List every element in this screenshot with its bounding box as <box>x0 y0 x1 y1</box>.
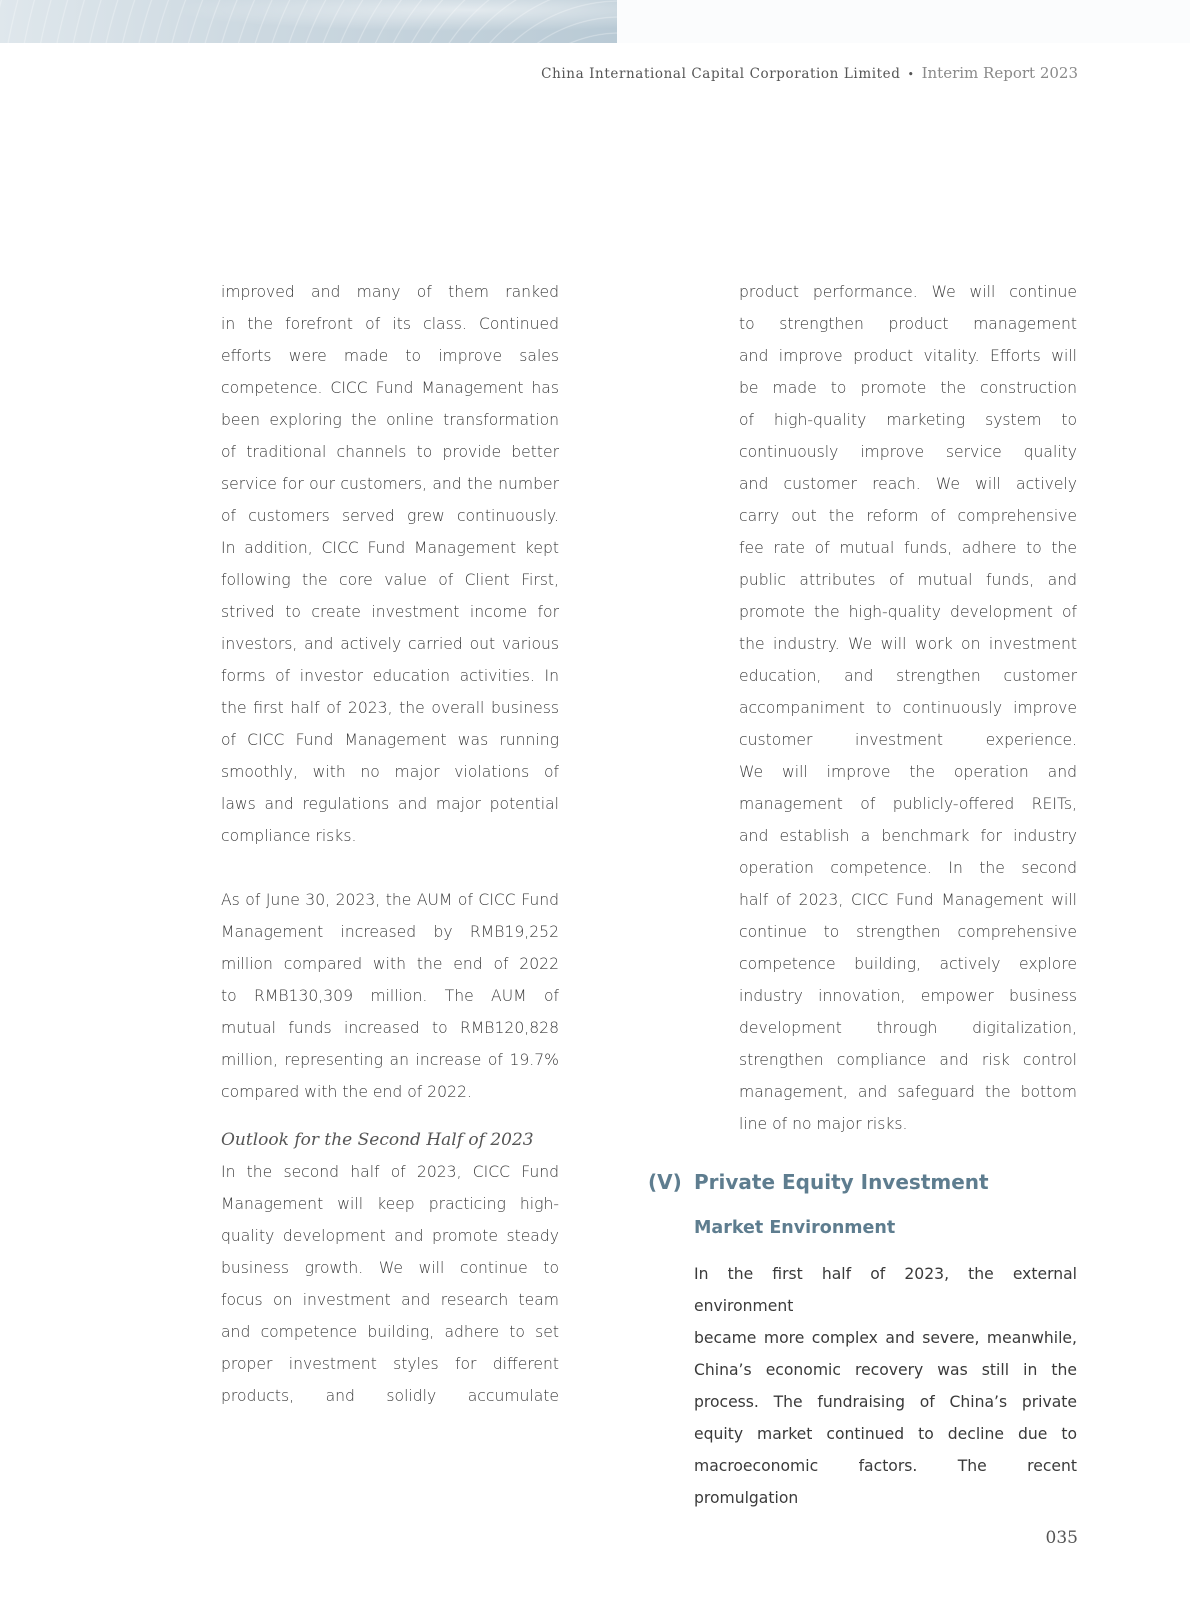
text-line: million, representing an increase of 19.7% <box>221 1051 559 1069</box>
section-number: (V) <box>648 1170 682 1194</box>
text-line: management, and safeguard the bottom <box>739 1083 1077 1101</box>
text-line: forms of investor education activities. In <box>221 667 559 685</box>
text-line: We will improve the operation and <box>739 763 1077 781</box>
running-header <box>541 64 1078 82</box>
text-line: process. The fundraising of China’s private <box>694 1393 1077 1411</box>
text-line: efforts were made to improve sales <box>221 347 559 365</box>
text-line: investors, and actively carried out various <box>221 635 559 653</box>
text-line: public attributes of mutual funds, and <box>739 571 1077 589</box>
text-line: and establish a benchmark for industry <box>739 827 1077 845</box>
text-line: became more complex and severe, meanwhile, <box>694 1329 1077 1347</box>
text-line: Management increased by RMB19,252 <box>221 923 559 941</box>
text-line: of CICC Fund Management was running <box>221 731 559 749</box>
subsection-heading-market-environment: Market Environment <box>694 1218 896 1238</box>
text-line: products, and solidly accumulate <box>221 1387 559 1405</box>
text-line: As of June 30, 2023, the AUM of CICC Fund <box>221 891 559 909</box>
text-line: Management will keep practicing high- <box>221 1195 559 1213</box>
right-column <box>739 276 1077 1140</box>
report-title: Interim Report 2023 <box>921 64 1078 82</box>
text-line: compared with the end of 2022. <box>221 1083 472 1101</box>
text-line: focus on investment and research team <box>221 1291 559 1309</box>
text-line: business growth. We will continue to <box>221 1259 559 1277</box>
text-line: In the second half of 2023, CICC Fund <box>221 1163 559 1181</box>
text-line: customer investment experience. <box>739 731 1077 749</box>
text-line: line of no major risks. <box>739 1115 908 1133</box>
text-line: equity market continued to decline due to <box>694 1425 1077 1443</box>
text-line: compliance risks. <box>221 827 357 845</box>
left-column <box>221 276 559 1412</box>
text-line: service for our customers, and the number <box>221 475 559 493</box>
text-line: education, and strengthen customer <box>739 667 1077 685</box>
text-line: competence. CICC Fund Management has <box>221 379 559 397</box>
paragraph-sales-competence <box>221 276 559 852</box>
header-banner-blank <box>617 0 1190 43</box>
text-line: and improve product vitality. Efforts will <box>739 347 1077 365</box>
text-line: promote the high-quality development of <box>739 603 1077 621</box>
text-line: of traditional channels to provide better <box>221 443 559 461</box>
text-line: in the forefront of its class. Continued <box>221 315 559 333</box>
text-line: smoothly, with no major violations of <box>221 763 559 781</box>
text-line: strived to create investment income for <box>221 603 559 621</box>
section-title: Private Equity Investment <box>694 1170 989 1194</box>
text-line: been exploring the online transformation <box>221 411 559 429</box>
text-line: In addition, CICC Fund Management kept <box>221 539 559 557</box>
text-line: proper investment styles for different <box>221 1355 559 1373</box>
paragraph-outlook-continued <box>739 276 1077 1140</box>
text-line: million compared with the end of 2022 <box>221 955 559 973</box>
text-line: competence building, actively explore <box>739 955 1077 973</box>
text-line: carry out the reform of comprehensive <box>739 507 1077 525</box>
text-line: of high-quality marketing system to <box>739 411 1077 429</box>
text-line: to RMB130,309 million. The AUM of <box>221 987 559 1005</box>
text-line: strengthen compliance and risk control <box>739 1051 1077 1069</box>
section-heading-private-equity <box>648 1170 989 1194</box>
text-line: continue to strengthen comprehensive <box>739 923 1077 941</box>
text-line: quality development and promote steady <box>221 1227 559 1245</box>
text-line: China’s economic recovery was still in the <box>694 1361 1077 1379</box>
text-line: the industry. We will work on investment <box>739 635 1077 653</box>
page-number: 035 <box>1045 1528 1078 1548</box>
text-line: industry innovation, empower business <box>739 987 1077 1005</box>
text-line: to strengthen product management <box>739 315 1077 333</box>
company-name: China International Capital Corporation Limited <box>541 66 901 82</box>
text-line: following the core value of Client First, <box>221 571 559 589</box>
outlook-heading: Outlook for the Second Half of 2023 <box>221 1130 534 1150</box>
text-line: product performance. We will continue <box>739 283 1077 301</box>
text-line: operation competence. In the second <box>739 859 1077 877</box>
text-line: improved and many of them ranked <box>221 283 559 301</box>
text-line: half of 2023, CICC Fund Management will <box>739 891 1077 909</box>
text-line: the first half of 2023, the overall business <box>221 699 559 717</box>
paragraph-aum <box>221 884 559 1108</box>
text-line: In the first half of 2023, the external environment <box>694 1265 1077 1315</box>
paragraph-outlook <box>221 1156 559 1412</box>
bullet-separator: • <box>907 68 915 81</box>
header-decorative-banner <box>0 0 617 43</box>
text-line: management of publicly-offered REITs, <box>739 795 1077 813</box>
text-line: accompaniment to continuously improve <box>739 699 1077 717</box>
text-line: laws and regulations and major potential <box>221 795 559 813</box>
text-line: macroeconomic factors. The recent promulgation <box>694 1457 1077 1507</box>
text-line: mutual funds increased to RMB120,828 <box>221 1019 559 1037</box>
text-line: and customer reach. We will actively <box>739 475 1077 493</box>
text-line: and competence building, adhere to set <box>221 1323 559 1341</box>
text-line: fee rate of mutual funds, adhere to the <box>739 539 1077 557</box>
text-line: development through digitalization, <box>739 1019 1077 1037</box>
paragraph-market-environment <box>694 1258 1077 1514</box>
text-line: be made to promote the construction <box>739 379 1077 397</box>
text-line: continuously improve service quality <box>739 443 1077 461</box>
text-line: of customers served grew continuously. <box>221 507 559 525</box>
